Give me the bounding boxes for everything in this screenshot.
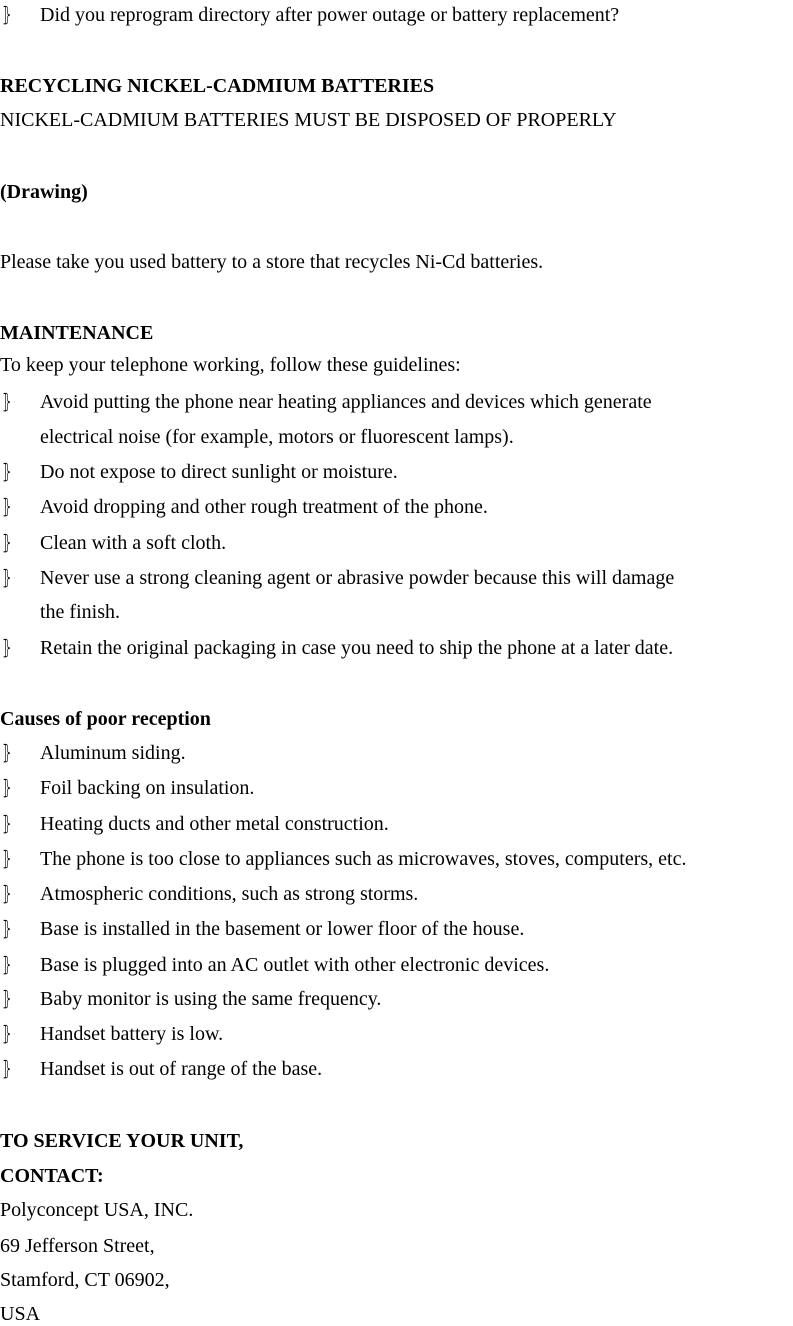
list-item-text: Aluminum siding. (40, 742, 186, 764)
bullet-icon: ⦄ (2, 459, 12, 483)
bullet-icon: ⦄ (2, 389, 12, 413)
bullet-icon: ⦄ (2, 952, 12, 976)
list-item-text: Clean with a soft cloth. (40, 532, 227, 554)
bullet-icon: ⦄ (2, 2, 12, 26)
list-item-text: Avoid putting the phone near heating appliances and devices which generate (40, 391, 652, 413)
list-item-continuation: electrical noise (for example, motors or fluorescent lamps). (40, 426, 514, 448)
list-item-text: Handset is out of range of the base. (40, 1058, 323, 1080)
contact-heading: CONTACT: (0, 1165, 104, 1187)
bullet-icon: ⦄ (2, 494, 12, 518)
bullet-icon: ⦄ (2, 635, 12, 659)
bullet-icon: ⦄ (2, 916, 12, 940)
list-item-text: Base is installed in the basement or lower floor of the house. (40, 918, 525, 940)
bullet-icon: ⦄ (2, 846, 12, 870)
list-item-text: Base is plugged into an AC outlet with other electronic devices. (40, 954, 550, 976)
street-address: 69 Jefferson Street, (0, 1235, 155, 1257)
bullet-icon: ⦄ (2, 811, 12, 835)
list-item-text: Baby monitor is using the same frequency. (40, 988, 382, 1010)
list-item-text: Heating ducts and other metal construction. (40, 813, 389, 835)
bullet-icon: ⦄ (2, 530, 12, 554)
country: USA (0, 1303, 41, 1325)
list-item-continuation: the finish. (40, 601, 120, 623)
recycling-note: Please take you used battery to a store that recycles Ni-Cd batteries. (0, 251, 544, 273)
list-item-text: Handset battery is low. (40, 1023, 224, 1045)
list-item-text: Foil backing on insulation. (40, 777, 255, 799)
bullet-icon: ⦄ (2, 565, 12, 589)
list-item-text: Avoid dropping and other rough treatment of the phone. (40, 496, 488, 518)
recycling-subheading: NICKEL-CADMIUM BATTERIES MUST BE DISPOSED OF PROPERLY (0, 109, 617, 131)
bullet-icon: ⦄ (2, 1056, 12, 1080)
bullet-icon: ⦄ (2, 775, 12, 799)
recycling-heading: RECYCLING NICKEL-CADMIUM BATTERIES (0, 75, 435, 97)
list-item-text: Did you reprogram directory after power outage or battery replacement? (40, 4, 620, 26)
city-address: Stamford, CT 06902, (0, 1269, 170, 1291)
list-item-text: The phone is too close to appliances such as microwaves, stoves, computers, etc. (40, 848, 687, 870)
list-item-text: Atmospheric conditions, such as strong storms. (40, 883, 419, 905)
list-item-text: Retain the original packaging in case you need to ship the phone at a later date. (40, 637, 674, 659)
service-heading: TO SERVICE YOUR UNIT, (0, 1130, 244, 1152)
bullet-icon: ⦄ (2, 740, 12, 764)
list-item-text: Do not expose to direct sunlight or moisture. (40, 461, 398, 483)
reception-heading: Causes of poor reception (0, 708, 211, 730)
bullet-icon: ⦄ (2, 986, 12, 1010)
maintenance-intro: To keep your telephone working, follow these guidelines: (0, 354, 461, 376)
bullet-icon: ⦄ (2, 881, 12, 905)
maintenance-heading: MAINTENANCE (0, 322, 154, 344)
bullet-icon: ⦄ (2, 1021, 12, 1045)
list-item-text: Never use a strong cleaning agent or abrasive powder because this will damage (40, 567, 675, 589)
drawing-placeholder: (Drawing) (0, 181, 88, 203)
company-name: Polyconcept USA, INC. (0, 1199, 194, 1221)
